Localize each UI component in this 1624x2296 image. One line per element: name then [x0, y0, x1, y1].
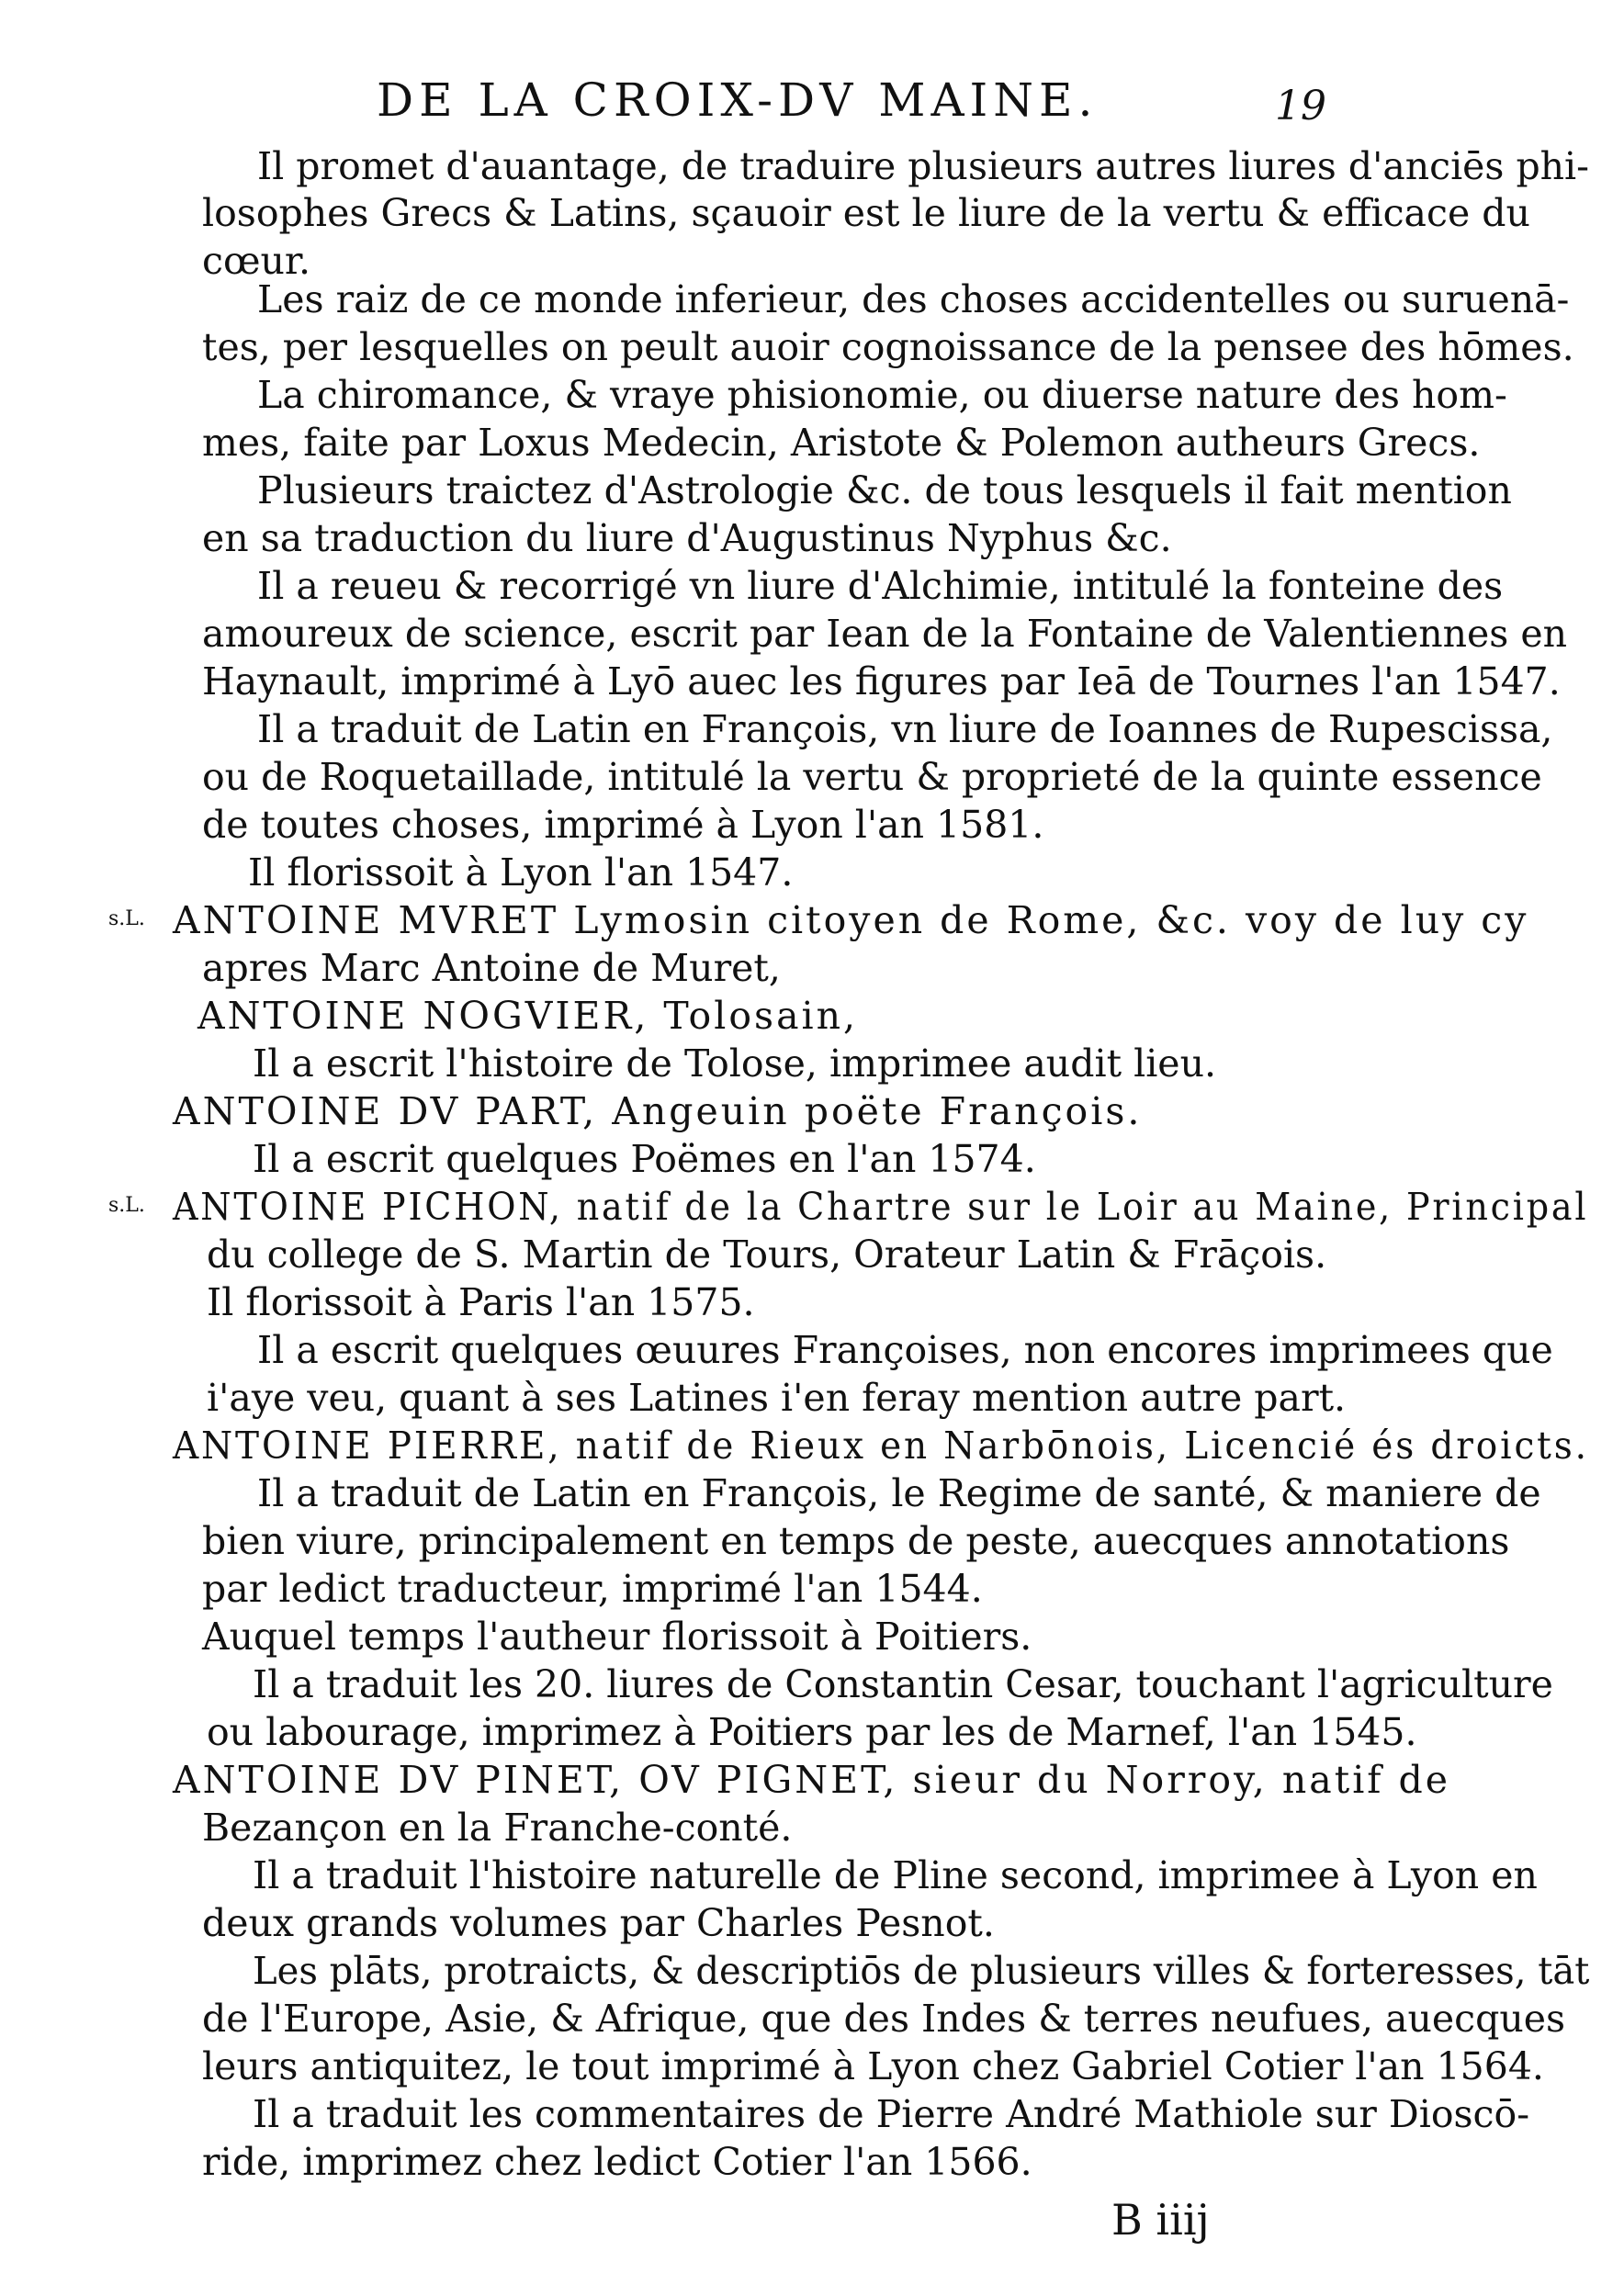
text-line: Les raiz de ce monde inferieur, des choses accidentelles ou suruenā-	[257, 277, 1570, 321]
text-line: Il a reueu & recorrigé vn liure d'Alchimie, intitulé la fonteine des	[257, 564, 1504, 608]
entry-heading-line: ANTOINE DV PART, Angeuin poëte François.	[173, 1089, 1143, 1133]
text-line: en sa traduction du liure d'Augustinus Nyphus &c.	[202, 516, 1172, 560]
text-line: de l'Europe, Asie, & Afrique, que des Indes & terres neufues, auecques	[202, 1997, 1566, 2041]
text-line: Il a escrit quelques Poëmes en l'an 1574.	[253, 1137, 1036, 1181]
text-line: Plusieurs traictez d'Astrologie &c. de tous lesquels il fait mention	[257, 468, 1512, 512]
entry-heading-line: ANTOINE MVRET Lymosin citoyen de Rome, &c. voy de luy cy	[173, 898, 1529, 942]
entry-heading-line: ANTOINE NOGVIER, Tolosain,	[197, 994, 859, 1038]
text-line: Il a traduit l'histoire naturelle de Pline second, imprimee à Lyon en	[253, 1853, 1538, 1897]
text-line: La chiromance, & vraye phisionomie, ou diuerse nature des hom-	[257, 373, 1507, 417]
text-line: cœur.	[202, 239, 311, 283]
signature-mark: B iiij	[1111, 2195, 1210, 2245]
text-line: Il florissoit à Lyon l'an 1547.	[248, 850, 794, 895]
entry-heading-line: ANTOINE DV PINET, OV PIGNET, sieur du Norroy, natif de	[173, 1758, 1451, 1802]
text-line: ou labourage, imprimez à Poitiers par les de Marnef, l'an 1545.	[207, 1710, 1417, 1754]
text-line: i'aye veu, quant à ses Latines i'en feray mention autre part.	[207, 1376, 1347, 1420]
margin-note: s.L.	[108, 1194, 145, 1217]
text-line: apres Marc Antoine de Muret,	[202, 946, 781, 990]
text-line: Il a escrit quelques œuures Françoises, non encores imprimees que	[257, 1328, 1553, 1372]
text-line: Il a traduit de Latin en François, le Regime de santé, & maniere de	[257, 1471, 1541, 1515]
text-line: de toutes choses, imprimé à Lyon l'an 1581.	[202, 803, 1044, 847]
text-line: losophes Grecs & Latins, sçauoir est le liure de la vertu & efficace du	[202, 191, 1530, 235]
text-line: ou de Roquetaillade, intitulé la vertu & proprieté de la quinte essence	[202, 755, 1542, 799]
text-line: mes, faite par Loxus Medecin, Aristote & Polemon autheurs Grecs.	[202, 421, 1481, 465]
page-number: 19	[1275, 83, 1326, 129]
text-line: Il promet d'auantage, de traduire plusieurs autres liures d'anciēs phi-	[257, 144, 1589, 188]
text-line: Il florissoit à Paris l'an 1575.	[207, 1280, 755, 1324]
text-line: Il a traduit les 20. liures de Constantin Cesar, touchant l'agriculture	[253, 1662, 1553, 1706]
text-line: du college de S. Martin de Tours, Orateur Latin & Frāçois.	[207, 1232, 1327, 1277]
text-line: Auquel temps l'autheur florissoit à Poitiers.	[202, 1615, 1032, 1659]
text-line: Il a traduit les commentaires de Pierre André Mathiole sur Dioscō-	[253, 2092, 1530, 2136]
text-line: amoureux de science, escrit par Iean de la Fontaine de Valentiennes en	[202, 612, 1568, 656]
entry-heading-line: ANTOINE PICHON, natif de la Chartre sur le Loir au Maine, Principal	[173, 1185, 1589, 1229]
text-line: tes, per lesquelles on peult auoir cognoissance de la pensee des hōmes.	[202, 325, 1574, 369]
running-head: DE LA CROIX-DV MAINE.	[377, 73, 1099, 127]
margin-note: s.L.	[108, 907, 145, 930]
text-line: Il a escrit l'histoire de Tolose, imprimee audit lieu.	[253, 1041, 1217, 1086]
text-line: leurs antiquitez, le tout imprimé à Lyon chez Gabriel Cotier l'an 1564.	[202, 2044, 1544, 2088]
text-line: ride, imprimez chez ledict Cotier l'an 1566.	[202, 2140, 1032, 2184]
text-line: Bezançon en la Franche-conté.	[202, 1806, 793, 1850]
text-line: Les plāts, protraicts, & descriptiōs de plusieurs villes & forteresses, tāt	[253, 1949, 1590, 1993]
text-line: Il a traduit de Latin en François, vn liure de Ioannes de Rupescissa,	[257, 707, 1553, 751]
text-line: Haynault, imprimé à Lyō auec les figures par Ieā de Tournes l'an 1547.	[202, 659, 1561, 703]
text-line: deux grands volumes par Charles Pesnot.	[202, 1901, 995, 1945]
text-line: par ledict traducteur, imprimé l'an 1544.	[202, 1567, 983, 1611]
entry-heading-line: ANTOINE PIERRE, natif de Rieux en Narbōnois, Licencié és droicts.	[173, 1424, 1589, 1468]
text-line: bien viure, principalement en temps de peste, auecques annotations	[202, 1519, 1510, 1563]
